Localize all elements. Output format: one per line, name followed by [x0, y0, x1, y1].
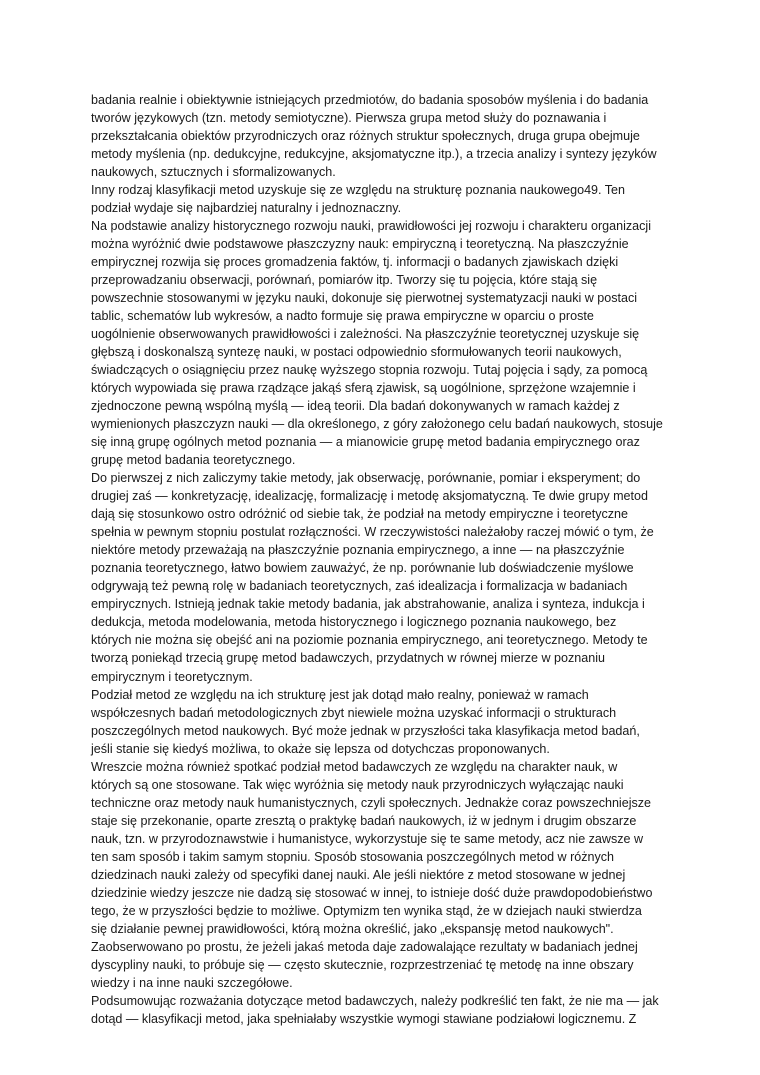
text-line: tablic, schematów lub wykresów, a nadto formuje się prawa empiryczne w oparciu o proste	[91, 309, 594, 324]
text-line: się działanie pewnej prawidłowości, którą można określić, jako „ekspansję metod naukowych".	[91, 921, 614, 936]
text-line: powszechnie stosowanymi w języku nauki, dokonuje się pierwotnej systematyzacji nauki w postaci	[91, 291, 638, 306]
text-line: których są one stosowane. Tak więc wyróżnia się metody nauk przyrodniczych wyłączając nauki	[91, 777, 624, 792]
text-line: dziedzinie wiedzy jeszcze nie dadzą się stosować w innej, to istnieje dość duże prawdopodobieństwo	[91, 885, 653, 900]
text-line: wymienionych płaszczyzn nauki — dla określonego, z góry założonego celu badań naukowych, stosuje	[91, 417, 663, 432]
text-line: metody myślenia (np. dedukcyjne, redukcyjne, aksjomatyczne itp.), a trzecia analizy i syntezy języków	[91, 147, 657, 162]
document-body	[91, 91, 685, 1028]
text-line: Wreszcie można również spotkać podział metod badawczych ze względu na charakter nauk, w	[91, 759, 618, 774]
text-line: Do pierwszej z nich zaliczymy takie metody, jak obserwację, porównanie, pomiar i eksperyment; do	[91, 471, 641, 486]
text-line: głębszą i doskonalszą syntezę nauki, w postaci odpowiednio sformułowanych teorii naukowych,	[91, 345, 622, 360]
paragraph	[91, 181, 685, 217]
text-line: współczesnych badań metodologicznych zbyt niewiele można uzyskać informacji o strukturach	[91, 705, 617, 720]
paragraph	[91, 992, 685, 1028]
paragraph	[91, 469, 685, 685]
text-line: dotąd — klasyfikacji metod, jaka spełniałaby wszystkie wymogi stawiane podziałowi logicznemu. Z	[91, 1011, 637, 1026]
text-line: podział wydaje się najbardziej naturalny i jednoznaczny.	[91, 201, 402, 216]
text-line: tego, że w przyszłości będzie to możliwe. Optymizm ten wynika stąd, że w dziejach nauki stwierdza	[91, 903, 642, 918]
text-line: poszczególnych metod naukowych. Być może jednak w przyszłości taka klasyfikacja metod badań,	[91, 723, 640, 738]
paragraph	[91, 686, 685, 758]
text-line: grupę metod badania teoretycznego.	[91, 453, 296, 468]
text-line: których wypowiada się prawa rządzące jakąś sferą zjawisk, są uogólnione, sprzężone wzajemnie i	[91, 381, 636, 396]
text-line: empirycznej rozwija się proces gromadzenia faktów, tj. informacji o badanych zjawiskach dzięki	[91, 255, 619, 270]
text-line: Zaobserwowano po prostu, że jeżeli jakaś metoda daje zadowalające rezultaty w badaniach jednej	[91, 939, 638, 954]
text-line: Inny rodzaj klasyfikacji metod uzyskuje się ze względu na strukturę poznania naukowego49. Ten	[91, 183, 626, 198]
text-line: spełnia w pewnym stopniu postulat rozłączności. W rzeczywistości należałoby raczej mówić o tym, że	[91, 525, 654, 540]
text-line: drugiej zaś — konkretyzację, idealizację, formalizację i metodę aksjomatyczną. Te dwie grupy metod	[91, 489, 648, 504]
text-line: dyscypliny nauki, to próbuje się — często skutecznie, rozprzestrzeniać tę metodę na inne obszary	[91, 957, 634, 972]
text-line: poznania teoretycznego, łatwo bowiem zauważyć, że np. porównanie lub doświadczenie myślowe	[91, 561, 634, 576]
paragraph	[91, 91, 685, 181]
text-line: Na podstawie analizy historycznego rozwoju nauki, prawidłowości jej rozwoju i charakteru organizacji	[91, 219, 651, 234]
text-line: przeprowadzaniu obserwacji, porównań, pomiarów itp. Tworzy się tu pojęcia, które stają się	[91, 273, 598, 288]
text-line: dedukcja, metoda modelowania, metoda historycznego i logicznego poznania naukowego, bez	[91, 615, 617, 630]
text-line: Podział metod ze względu na ich strukturę jest jak dotąd mało realny, ponieważ w ramach	[91, 687, 589, 702]
paragraph	[91, 758, 685, 992]
text-line: uogólnienie obserwowanych prawidłowości i zależności. Na płaszczyźnie teoretycznej uzyskuje się	[91, 327, 640, 342]
text-line: empirycznych. Istnieją jednak takie metody badania, jak abstrahowanie, analiza i synteza, indukcja i	[91, 597, 645, 612]
text-line: techniczne oraz metody nauk humanistycznych, czyli społecznych. Jednakże coraz powszechniejsze	[91, 795, 652, 810]
text-line: nauk, tzn. w przyrodoznawstwie i humanistyce, wykorzystuje się te same metody, acz nie zawsze w	[91, 831, 644, 846]
text-line: ten sam sposób i takim samym stopniu. Sposób stosowania poszczególnych metod w różnych	[91, 849, 615, 864]
text-line: świadczących o osiągnięciu przez naukę wyższego stopnia rozwoju. Tutaj pojęcia i sądy, za pomocą	[91, 363, 648, 378]
text-line: odgrywają też pewną rolę w badaniach teoretycznych, zaś idealizacja i formalizacja w badaniach	[91, 579, 628, 594]
text-line: tworzą poniekąd trzecią grupę metod badawczych, przydatnych w równej mierze w poznaniu	[91, 651, 605, 666]
text-line: naukowych, sztucznych i sformalizowanych.	[91, 165, 336, 180]
text-line: wiedzy i na inne nauki szczegółowe.	[91, 975, 293, 990]
text-line: badania realnie i obiektywnie istniejących przedmiotów, do badania sposobów myślenia i do badania	[91, 93, 649, 107]
text-line: tworów językowych (tzn. metody semiotyczne). Pierwsza grupa metod służy do poznawania i	[91, 111, 607, 126]
text-line: dają się stosunkowo ostro odróżnić od siebie tak, że podział na metody empiryczne i teoretyczne	[91, 507, 629, 522]
text-line: Podsumowując rozważania dotyczące metod badawczych, należy podkreślić ten fakt, że nie ma — jak	[91, 993, 659, 1008]
text-line: jeśli stanie się kiedyś możliwa, to okaże się lepsza od dotychczas proponowanych.	[91, 741, 550, 756]
text-line: niektóre metody przeważają na płaszczyźnie poznania empirycznego, a inne — na płaszczyźnie	[91, 543, 625, 558]
paragraph	[91, 217, 685, 469]
text-line: empirycznym i teoretycznym.	[91, 669, 253, 684]
text-line: zjednoczone pewną wspólną myślą — ideą teorii. Dla badań dokonywanych w ramach każdej z	[91, 399, 620, 414]
text-line: dziedzinach nauki zależy od specyfiki danej nauki. Ale jeśli niektóre z metod stosowane w jednej	[91, 867, 626, 882]
text-line: przekształcania obiektów przyrodniczych oraz różnych struktur społecznych, druga grupa obejmuje	[91, 129, 640, 144]
text-line: których nie można się obejść ani na poziomie poznania empirycznego, ani teoretycznego. Metody te	[91, 633, 648, 648]
text-line: się inną grupę ogólnych metod poznania — a mianowicie grupę metod badania empirycznego oraz	[91, 435, 640, 450]
text-line: można wyróżnić dwie podstawowe płaszczyzny nauk: empiryczną i teoretyczną. Na płaszczyźnie	[91, 237, 629, 252]
text-line: staje się przekonanie, oparte zresztą o praktykę badań naukowych, iż w jednym i drugim obszarze	[91, 813, 637, 828]
